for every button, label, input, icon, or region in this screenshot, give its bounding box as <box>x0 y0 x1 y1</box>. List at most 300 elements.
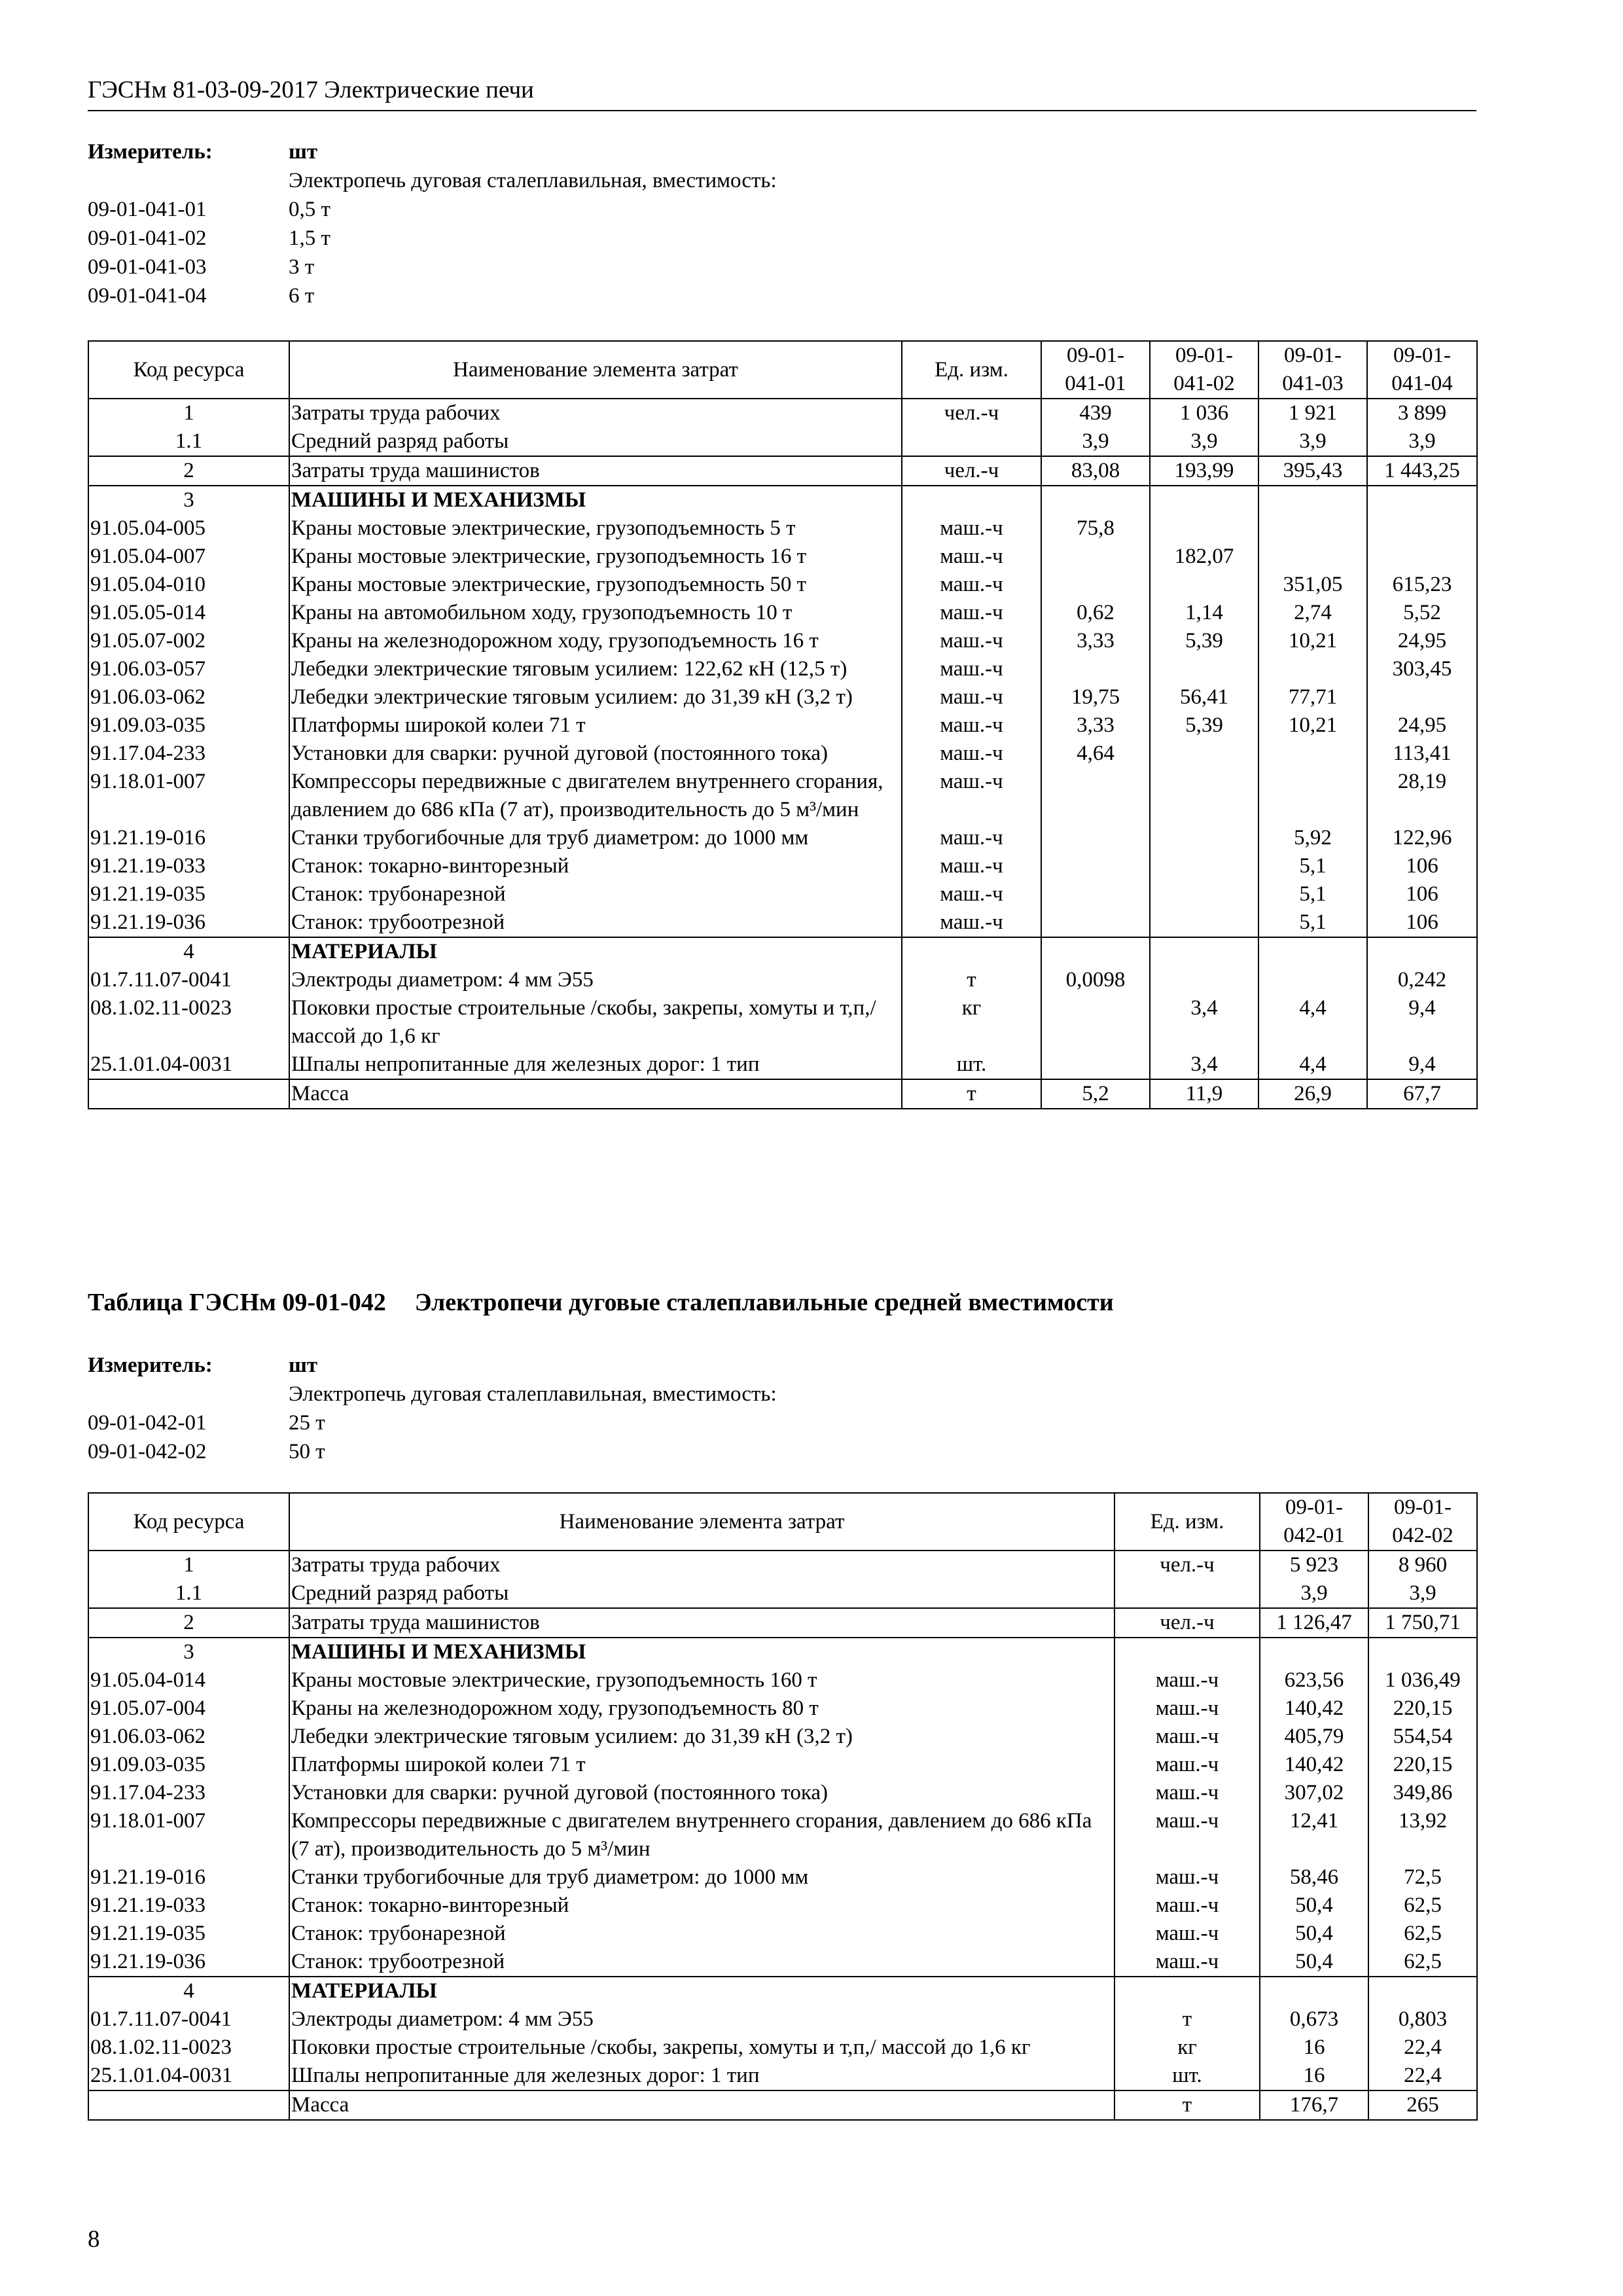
value-cell: 3,9 <box>1367 427 1477 456</box>
unit-cell: маш.-ч <box>1115 1666 1260 1695</box>
value-cell: 140,42 <box>1260 1751 1368 1779</box>
value-cell <box>1041 824 1150 852</box>
measure-item <box>88 253 777 281</box>
value-cell: 28,19 <box>1367 768 1477 824</box>
measure-item-code: 09-01-041-02 <box>88 226 207 250</box>
value-cell: 307,02 <box>1260 1779 1368 1807</box>
table-row <box>88 1608 1477 1638</box>
column-header: Код ресурса <box>88 341 289 399</box>
value-cell: 8 960 <box>1368 1551 1477 1579</box>
value-cell: 1 750,71 <box>1368 1608 1477 1638</box>
resource-code: 91.06.03-062 <box>88 1723 289 1751</box>
column-header: 09-01- 041-02 <box>1150 341 1258 399</box>
value-cell <box>1367 937 1477 966</box>
value-cell: 5 923 <box>1260 1551 1368 1579</box>
value-cell: 5,52 <box>1367 599 1477 627</box>
value-cell <box>1258 543 1367 571</box>
value-cell: 0,0098 <box>1041 966 1150 994</box>
table-row <box>88 599 1477 627</box>
value-cell <box>1367 683 1477 711</box>
cost-element-name: Шпалы непропитанные для железных дорог: 1 тип <box>289 2062 1115 2090</box>
value-cell: 62,5 <box>1368 1920 1477 1948</box>
resource-table-1 <box>88 340 1478 1109</box>
resource-code <box>88 2090 289 2120</box>
cost-element-name: Платформы широкой колеи 71 т <box>289 1751 1115 1779</box>
resource-code: 91.21.19-036 <box>88 1948 289 1977</box>
cost-element-name: Краны на автомобильном ходу, грузоподъемность 10 т <box>289 599 902 627</box>
table-row <box>88 1977 1477 2005</box>
value-cell: 1,14 <box>1150 599 1258 627</box>
column-header: Ед. изм. <box>1115 1493 1260 1551</box>
value-cell <box>1041 768 1150 824</box>
measure-item-value: 0,5 т <box>289 198 330 221</box>
table-row <box>88 1920 1477 1948</box>
table-row <box>88 1892 1477 1920</box>
unit-cell: т <box>902 1079 1041 1109</box>
table-row <box>88 1666 1477 1695</box>
value-cell: 615,23 <box>1367 571 1477 599</box>
resource-code: 2 <box>88 1608 289 1638</box>
unit-cell: маш.-ч <box>902 711 1041 740</box>
value-cell <box>1150 655 1258 683</box>
value-cell <box>1041 571 1150 599</box>
value-cell: 62,5 <box>1368 1892 1477 1920</box>
value-cell: 1 921 <box>1258 399 1367 427</box>
resource-code: 91.05.07-004 <box>88 1695 289 1723</box>
cost-element-name: Установки для сварки: ручной дуговой (постоянного тока) <box>289 740 902 768</box>
value-cell: 5,1 <box>1258 908 1367 937</box>
value-cell: 106 <box>1367 852 1477 880</box>
cost-element-name: МАТЕРИАЛЫ <box>289 937 902 966</box>
value-cell: 72,5 <box>1368 1863 1477 1892</box>
table-row <box>88 399 1477 427</box>
unit-cell: маш.-ч <box>902 571 1041 599</box>
resource-code: 01.7.11.07-0041 <box>88 2005 289 2034</box>
value-cell: 3,9 <box>1260 1579 1368 1608</box>
value-cell <box>1150 966 1258 994</box>
unit-cell: маш.-ч <box>902 740 1041 768</box>
resource-code: 91.05.04-014 <box>88 1666 289 1695</box>
value-cell <box>1041 937 1150 966</box>
unit-cell: маш.-ч <box>1115 1695 1260 1723</box>
cost-element-name: Станок: трубонарезной <box>289 1920 1115 1948</box>
value-cell <box>1041 1050 1150 1079</box>
value-cell: 122,96 <box>1367 824 1477 852</box>
measure-item-code: 09-01-041-03 <box>88 255 207 279</box>
measure-unit: шт <box>289 1354 318 1377</box>
unit-cell: маш.-ч <box>902 627 1041 655</box>
resource-code: 91.05.04-010 <box>88 571 289 599</box>
value-cell: 140,42 <box>1260 1695 1368 1723</box>
table-row <box>88 1948 1477 1977</box>
value-cell: 3,4 <box>1150 1050 1258 1079</box>
value-cell <box>1367 514 1477 543</box>
table-row <box>88 1695 1477 1723</box>
unit-cell <box>1115 1977 1260 2005</box>
resource-code: 91.17.04-233 <box>88 740 289 768</box>
value-cell <box>1258 486 1367 514</box>
table-row <box>88 824 1477 852</box>
measure-item-value: 3 т <box>289 255 315 279</box>
unit-cell: маш.-ч <box>902 880 1041 908</box>
cost-element-name: Станки трубогибочные для труб диаметром: до 1000 мм <box>289 824 902 852</box>
unit-cell: т <box>1115 2090 1260 2120</box>
table-row <box>88 880 1477 908</box>
value-cell <box>1150 908 1258 937</box>
table-row <box>88 1779 1477 1807</box>
resource-table-2 <box>88 1492 1478 2121</box>
unit-cell: маш.-ч <box>1115 1948 1260 1977</box>
value-cell: 439 <box>1041 399 1150 427</box>
resource-code: 1.1 <box>88 1579 289 1608</box>
cost-element-name: Платформы широкой колеи 71 т <box>289 711 902 740</box>
resource-code: 91.21.19-016 <box>88 1863 289 1892</box>
unit-cell <box>902 486 1041 514</box>
cost-element-name: Станки трубогибочные для труб диаметром: до 1000 мм <box>289 1863 1115 1892</box>
measure-item <box>88 281 777 310</box>
value-cell <box>1260 1638 1368 1666</box>
value-cell: 303,45 <box>1367 655 1477 683</box>
table-row <box>88 2062 1477 2090</box>
unit-cell: т <box>1115 2005 1260 2034</box>
table-row <box>88 1579 1477 1608</box>
value-cell <box>1041 880 1150 908</box>
unit-cell: маш.-ч <box>902 683 1041 711</box>
unit-cell: маш.-ч <box>902 768 1041 824</box>
value-cell: 3,9 <box>1041 427 1150 456</box>
resource-code: 91.21.19-033 <box>88 1892 289 1920</box>
resource-code: 91.05.07-002 <box>88 627 289 655</box>
unit-cell: шт. <box>1115 2062 1260 2090</box>
measure-description: Электропечь дуговая сталеплавильная, вместимость: <box>289 169 777 192</box>
table-row <box>88 2005 1477 2034</box>
value-cell: 0,673 <box>1260 2005 1368 2034</box>
value-cell: 0,62 <box>1041 599 1150 627</box>
value-cell: 176,7 <box>1260 2090 1368 2120</box>
resource-code: 91.05.04-005 <box>88 514 289 543</box>
table-row <box>88 1807 1477 1863</box>
unit-cell: чел.-ч <box>1115 1551 1260 1579</box>
value-cell: 4,64 <box>1041 740 1150 768</box>
column-header: Наименование элемента затрат <box>289 341 902 399</box>
cost-element-name: Затраты труда машинистов <box>289 456 902 486</box>
value-cell <box>1368 1638 1477 1666</box>
unit-cell <box>902 937 1041 966</box>
table-row <box>88 1751 1477 1779</box>
value-cell <box>1150 768 1258 824</box>
value-cell <box>1150 852 1258 880</box>
resource-code: 25.1.01.04-0031 <box>88 1050 289 1079</box>
value-cell <box>1150 571 1258 599</box>
resource-code: 91.21.19-035 <box>88 880 289 908</box>
value-cell <box>1258 740 1367 768</box>
value-cell: 9,4 <box>1367 1050 1477 1079</box>
value-cell: 9,4 <box>1367 994 1477 1050</box>
value-cell: 3,4 <box>1150 994 1258 1050</box>
table-row <box>88 1050 1477 1079</box>
column-header: 09-01- 041-03 <box>1258 341 1367 399</box>
column-header: 09-01- 041-01 <box>1041 341 1150 399</box>
cost-element-name: Компрессоры передвижные с двигателем внутреннего сгорания, давлением до 686 кПа (7 ат), производительность до 5 м³/мин <box>289 768 902 824</box>
value-cell: 554,54 <box>1368 1723 1477 1751</box>
measure-item-value: 25 т <box>289 1411 325 1435</box>
table-row <box>88 627 1477 655</box>
value-cell: 405,79 <box>1260 1723 1368 1751</box>
cost-element-name: МАТЕРИАЛЫ <box>289 1977 1115 2005</box>
cost-element-name: Поковки простые строительные /скобы, закрепы, хомуты и т,п,/ массой до 1,6 кг <box>289 994 902 1050</box>
cost-element-name: Средний разряд работы <box>289 427 902 456</box>
cost-element-name: Затраты труда рабочих <box>289 1551 1115 1579</box>
resource-code: 4 <box>88 1977 289 2005</box>
table-row <box>88 852 1477 880</box>
cost-element-name: Электроды диаметром: 4 мм Э55 <box>289 966 902 994</box>
page-header: ГЭСНм 81-03-09-2017 Электрические печи <box>88 77 1476 111</box>
value-cell: 83,08 <box>1041 456 1150 486</box>
value-cell <box>1041 655 1150 683</box>
value-cell <box>1258 937 1367 966</box>
unit-cell: маш.-ч <box>902 852 1041 880</box>
resource-code: 1 <box>88 1551 289 1579</box>
unit-cell: маш.-ч <box>902 514 1041 543</box>
value-cell: 5,2 <box>1041 1079 1150 1109</box>
value-cell: 0,242 <box>1367 966 1477 994</box>
cost-element-name: Лебедки электрические тяговым усилием: до 31,39 кН (3,2 т) <box>289 683 902 711</box>
measure-item <box>88 224 777 253</box>
unit-cell: чел.-ч <box>902 399 1041 427</box>
cost-element-name: Лебедки электрические тяговым усилием: 122,62 кН (12,5 т) <box>289 655 902 683</box>
cost-element-name: МАШИНЫ И МЕХАНИЗМЫ <box>289 486 902 514</box>
value-cell: 16 <box>1260 2062 1368 2090</box>
value-cell <box>1150 937 1258 966</box>
value-cell: 220,15 <box>1368 1695 1477 1723</box>
resource-code: 91.05.04-007 <box>88 543 289 571</box>
resource-code: 91.09.03-035 <box>88 1751 289 1779</box>
cost-element-name: Шпалы непропитанные для железных дорог: 1 тип <box>289 1050 902 1079</box>
value-cell: 3 899 <box>1367 399 1477 427</box>
value-cell: 1 443,25 <box>1367 456 1477 486</box>
value-cell: 3,9 <box>1368 1579 1477 1608</box>
value-cell: 4,4 <box>1258 1050 1367 1079</box>
measure-unit: шт <box>289 140 318 164</box>
resource-code: 25.1.01.04-0031 <box>88 2062 289 2090</box>
cost-element-name: Станок: трубоотрезной <box>289 1948 1115 1977</box>
value-cell: 56,41 <box>1150 683 1258 711</box>
table-row <box>88 571 1477 599</box>
value-cell: 26,9 <box>1258 1079 1367 1109</box>
table-row <box>88 1551 1477 1579</box>
unit-cell: маш.-ч <box>902 824 1041 852</box>
resource-code: 2 <box>88 456 289 486</box>
value-cell <box>1041 486 1150 514</box>
cost-element-name: Средний разряд работы <box>289 1579 1115 1608</box>
table-row <box>88 908 1477 937</box>
table-row <box>88 711 1477 740</box>
unit-cell: чел.-ч <box>902 456 1041 486</box>
value-cell: 3,33 <box>1041 711 1150 740</box>
value-cell: 3,9 <box>1258 427 1367 456</box>
cost-element-name: Краны мостовые электрические, грузоподъемность 16 т <box>289 543 902 571</box>
resource-code: 1 <box>88 399 289 427</box>
resource-code: 08.1.02.11-0023 <box>88 2034 289 2062</box>
unit-cell: маш.-ч <box>1115 1920 1260 1948</box>
table-row <box>88 2090 1477 2120</box>
column-header: 09-01- 041-04 <box>1367 341 1477 399</box>
table-row <box>88 966 1477 994</box>
value-cell: 24,95 <box>1367 627 1477 655</box>
value-cell: 22,4 <box>1368 2034 1477 2062</box>
value-cell: 5,1 <box>1258 852 1367 880</box>
value-cell <box>1258 768 1367 824</box>
value-cell: 50,4 <box>1260 1892 1368 1920</box>
unit-cell: т <box>902 966 1041 994</box>
resource-code: 91.18.01-007 <box>88 1807 289 1863</box>
unit-cell: маш.-ч <box>902 543 1041 571</box>
cost-element-name: Электроды диаметром: 4 мм Э55 <box>289 2005 1115 2034</box>
cost-element-name: Станок: трубоотрезной <box>289 908 902 937</box>
table-row <box>88 427 1477 456</box>
unit-cell: кг <box>1115 2034 1260 2062</box>
cost-element-name: Станок: трубонарезной <box>289 880 902 908</box>
unit-cell: маш.-ч <box>1115 1892 1260 1920</box>
measure-item-code: 09-01-041-04 <box>88 284 207 308</box>
value-cell: 16 <box>1260 2034 1368 2062</box>
resource-code: 91.21.19-033 <box>88 852 289 880</box>
value-cell <box>1260 1977 1368 2005</box>
value-cell: 10,21 <box>1258 711 1367 740</box>
cost-element-name: Краны на железнодорожном ходу, грузоподъемность 16 т <box>289 627 902 655</box>
table-row <box>88 937 1477 966</box>
column-header: Наименование элемента затрат <box>289 1493 1115 1551</box>
unit-cell: маш.-ч <box>902 908 1041 937</box>
table-row <box>88 514 1477 543</box>
table-row <box>88 1863 1477 1892</box>
value-cell <box>1150 486 1258 514</box>
value-cell: 3,33 <box>1041 627 1150 655</box>
value-cell <box>1368 1977 1477 2005</box>
table-row <box>88 1638 1477 1666</box>
resource-code: 3 <box>88 1638 289 1666</box>
value-cell: 395,43 <box>1258 456 1367 486</box>
resource-code: 91.18.01-007 <box>88 768 289 824</box>
resource-code: 08.1.02.11-0023 <box>88 994 289 1050</box>
measure-item-code: 09-01-042-02 <box>88 1440 207 1463</box>
measure-label: Измеритель: <box>88 1354 213 1377</box>
unit-cell: маш.-ч <box>1115 1751 1260 1779</box>
value-cell <box>1367 486 1477 514</box>
table-name: Электропечи дуговые сталеплавильные средней вместимости <box>414 1289 1114 1316</box>
value-cell: 24,95 <box>1367 711 1477 740</box>
value-cell: 113,41 <box>1367 740 1477 768</box>
resource-code: 91.06.03-057 <box>88 655 289 683</box>
table-row <box>88 655 1477 683</box>
resource-code: 1.1 <box>88 427 289 456</box>
value-cell <box>1041 543 1150 571</box>
value-cell: 13,92 <box>1368 1807 1477 1863</box>
value-cell: 19,75 <box>1041 683 1150 711</box>
value-cell: 4,4 <box>1258 994 1367 1050</box>
cost-element-name: Краны мостовые электрические, грузоподъемность 50 т <box>289 571 902 599</box>
value-cell: 182,07 <box>1150 543 1258 571</box>
measure-item-value: 6 т <box>289 284 315 308</box>
cost-element-name: МАШИНЫ И МЕХАНИЗМЫ <box>289 1638 1115 1666</box>
cost-element-name: Затраты труда машинистов <box>289 1608 1115 1638</box>
measure-item-code: 09-01-042-01 <box>88 1411 207 1435</box>
column-header: 09-01- 042-01 <box>1260 1493 1368 1551</box>
table-row <box>88 456 1477 486</box>
table-row <box>88 994 1477 1050</box>
value-cell: 0,803 <box>1368 2005 1477 2034</box>
cost-element-name: Масса <box>289 1079 902 1109</box>
unit-cell: маш.-ч <box>1115 1723 1260 1751</box>
value-cell: 349,86 <box>1368 1779 1477 1807</box>
value-cell <box>1150 740 1258 768</box>
value-cell: 5,1 <box>1258 880 1367 908</box>
cost-element-name: Краны мостовые электрические, грузоподъемность 5 т <box>289 514 902 543</box>
value-cell <box>1258 655 1367 683</box>
unit-cell: маш.-ч <box>1115 1807 1260 1863</box>
table-row <box>88 543 1477 571</box>
resource-code: 91.09.03-035 <box>88 711 289 740</box>
resource-code: 91.17.04-233 <box>88 1779 289 1807</box>
table-row <box>88 486 1477 514</box>
table-row <box>88 683 1477 711</box>
value-cell: 50,4 <box>1260 1920 1368 1948</box>
measure-item <box>88 195 777 224</box>
value-cell: 1 036,49 <box>1368 1666 1477 1695</box>
value-cell: 106 <box>1367 880 1477 908</box>
unit-cell: маш.-ч <box>1115 1863 1260 1892</box>
column-header: 09-01- 042-02 <box>1368 1493 1477 1551</box>
value-cell <box>1041 994 1150 1050</box>
table-number: Таблица ГЭСНм 09-01-042 <box>88 1289 386 1316</box>
unit-cell: кг <box>902 994 1041 1050</box>
value-cell: 58,46 <box>1260 1863 1368 1892</box>
value-cell: 5,39 <box>1150 627 1258 655</box>
value-cell <box>1041 852 1150 880</box>
value-cell: 106 <box>1367 908 1477 937</box>
measure-description: Электропечь дуговая сталеплавильная, вместимость: <box>289 1382 777 1406</box>
column-header: Код ресурса <box>88 1493 289 1551</box>
value-cell: 193,99 <box>1150 456 1258 486</box>
measure-item-value: 1,5 т <box>289 226 330 250</box>
measure-item-code: 09-01-041-01 <box>88 198 207 221</box>
unit-cell <box>1115 1579 1260 1608</box>
table-row <box>88 740 1477 768</box>
resource-code: 91.21.19-016 <box>88 824 289 852</box>
cost-element-name: Поковки простые строительные /скобы, закрепы, хомуты и т,п,/ массой до 1,6 кг <box>289 2034 1115 2062</box>
resource-code: 01.7.11.07-0041 <box>88 966 289 994</box>
resource-code: 91.06.03-062 <box>88 683 289 711</box>
value-cell: 12,41 <box>1260 1807 1368 1863</box>
table-title <box>88 1288 1143 1317</box>
measure-item-value: 50 т <box>289 1440 325 1463</box>
measure-item <box>88 1408 777 1437</box>
column-header: Ед. изм. <box>902 341 1041 399</box>
measure-item <box>88 1437 777 1466</box>
value-cell: 67,7 <box>1367 1079 1477 1109</box>
value-cell: 22,4 <box>1368 2062 1477 2090</box>
table-row <box>88 2034 1477 2062</box>
value-cell: 351,05 <box>1258 571 1367 599</box>
page-number: 8 <box>88 2226 100 2253</box>
value-cell: 3,9 <box>1150 427 1258 456</box>
cost-element-name: Лебедки электрические тяговым усилием: до 31,39 кН (3,2 т) <box>289 1723 1115 1751</box>
value-cell: 623,56 <box>1260 1666 1368 1695</box>
value-cell: 265 <box>1368 2090 1477 2120</box>
value-cell <box>1258 514 1367 543</box>
value-cell <box>1150 824 1258 852</box>
value-cell: 50,4 <box>1260 1948 1368 1977</box>
